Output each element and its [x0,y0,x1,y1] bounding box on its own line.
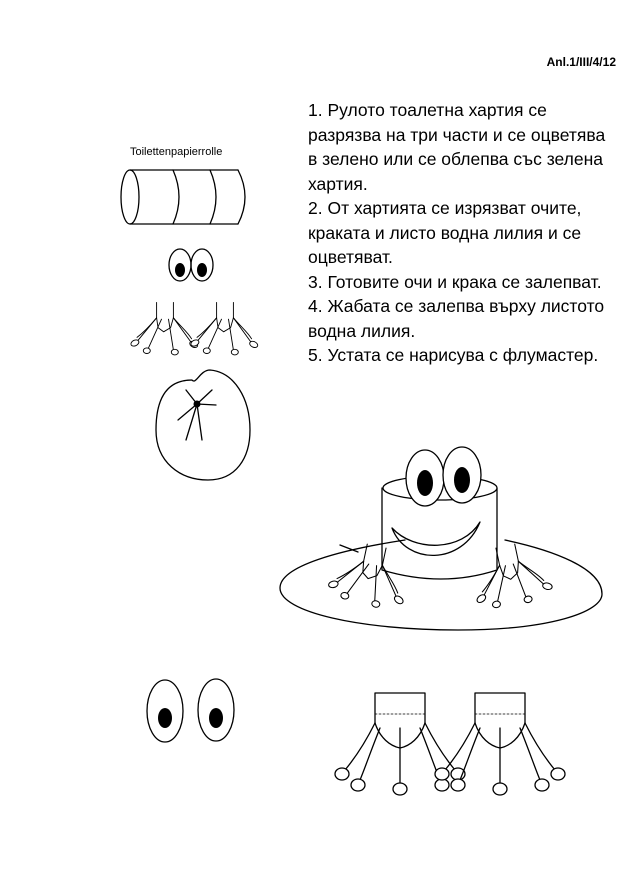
toilet-paper-roll-drawing [121,170,245,224]
instruction-step-4: 4. Жабата се залепва върху листото водна лилия. [308,296,605,341]
feet-template [335,693,565,795]
frog-feet-drawing [130,302,259,355]
instruction-step-3: 3. Готовите очи и крака се залепват. [308,271,602,292]
eyes-drawing [169,249,213,281]
document-reference: Anl.1/III/4/12 [546,55,616,69]
eyes-template [147,679,234,742]
water-lily-leaf-drawing [156,370,250,480]
roll-caption: Toilettenpapierrolle [130,146,223,158]
instruction-step-1: 1. Рулото тоалетна хартия се разрязва на три части и се оцветява в зелено или се облепва със зелена хартия. [308,100,606,194]
frog-on-lily-pad-drawing [280,447,602,630]
instruction-step-2: 2. От хартията се изрязват очите, краката и листо водна лилия и се оцветяват. [308,198,582,267]
instruction-step-5: 5. Устата се нарисува с флумастер. [308,345,599,365]
